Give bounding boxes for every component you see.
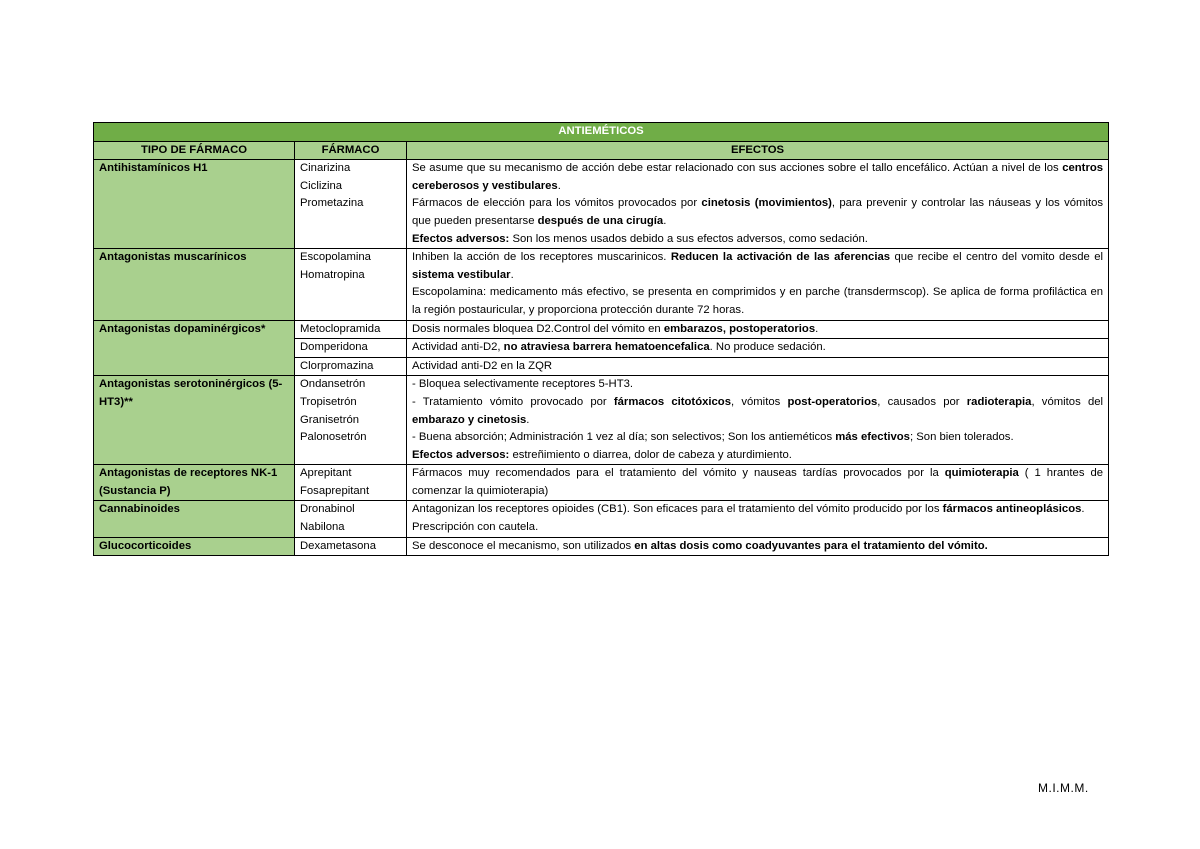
effect-text: - Bloquea selectivamente receptores 5-HT3. (412, 378, 634, 391)
footer-initials: M.I.M.M. (1038, 781, 1089, 795)
header-efectos: EFECTOS (407, 141, 1109, 160)
effects-cell (407, 249, 1109, 320)
drug-cell (295, 537, 407, 556)
table-body (94, 160, 1109, 556)
effect-highlight: fármacos antineoplásicos (942, 503, 1082, 516)
effect-line (412, 160, 1103, 195)
effect-line (412, 447, 1103, 465)
effects-cell (407, 465, 1109, 501)
drug-name: Ciclizina (300, 179, 343, 192)
effect-text: - Tratamiento vómito provocado por (412, 395, 614, 408)
effect-text: . No produce sedación. (709, 341, 826, 354)
drug-name: Homatropina (300, 268, 365, 281)
table-row (94, 320, 1109, 339)
effect-highlight: en altas dosis como coadyuvantes para el tratamiento del vómito. (634, 539, 988, 552)
effect-highlight: post-operatorios (787, 395, 878, 408)
effect-highlight: quimioterapia (944, 467, 1019, 480)
effect-text: Se asume que su mecanismo de acción debe estar relacionado con sus acciones sobre el tallo encefálico. Actúan a nivel de los (412, 162, 1063, 175)
effect-line (412, 429, 1103, 447)
drug-name: Metoclopramida (300, 322, 381, 335)
effect-text: estreñimiento o diarrea, dolor de cabeza y aturdimiento. (509, 448, 792, 461)
effect-highlight: Reducen la activación de las aferencias (670, 251, 891, 264)
effects-cell (407, 501, 1109, 537)
effect-line (412, 231, 1103, 249)
effect-line (412, 394, 1103, 429)
effect-highlight: centros cereberosos y vestibulares (412, 162, 1104, 192)
effect-highlight: embarazos, postoperatorios (663, 322, 816, 335)
effect-text: Fármacos muy recomendados para el tratamiento del vómito y nauseas tardías provocados por la (412, 467, 945, 480)
drug-name: Fosaprepitant (300, 484, 370, 497)
drug-name: Dronabinol (300, 503, 355, 516)
effect-line (412, 501, 1103, 519)
table-row (94, 376, 1109, 465)
effects-cell (407, 320, 1109, 339)
table-row (94, 501, 1109, 537)
effect-highlight: más efectivos (835, 431, 910, 444)
header-tipo: TIPO DE FÁRMACO (94, 141, 295, 160)
drug-name: Granisetrón (300, 413, 360, 426)
effect-text: que recibe el centro del vomito desde el (890, 251, 1104, 264)
effect-line (412, 321, 1103, 339)
effect-text: , vómitos (730, 395, 788, 408)
effect-text: Inhiben la acción de los receptores muscarinicos. (412, 251, 671, 264)
effects-cell (407, 376, 1109, 465)
drug-name: Cinarizina (300, 162, 351, 175)
drug-type-cell: Antagonistas de receptores NK-1 (Sustancia P) (94, 465, 295, 501)
effect-line (412, 358, 1103, 376)
drug-cell (295, 339, 407, 358)
table-title: ANTIEMÉTICOS (94, 123, 1109, 142)
effect-line (412, 284, 1103, 319)
table-row (94, 160, 1109, 249)
effect-text: Actividad anti-D2 en la ZQR (412, 359, 553, 372)
drug-type-cell: Antihistamínicos H1 (94, 160, 295, 249)
effect-highlight: Efectos adversos: (412, 448, 510, 461)
header-farmaco: FÁRMACO (295, 141, 407, 160)
effect-text: Fármacos de elección para los vómitos provocados por (412, 197, 702, 210)
effects-cell (407, 357, 1109, 376)
drug-type-cell: Cannabinoides (94, 501, 295, 537)
effect-line (412, 249, 1103, 284)
drug-cell (295, 249, 407, 320)
effect-line (412, 339, 1103, 357)
effect-text: Prescripción con cautela. (412, 521, 539, 534)
effect-text: , vómitos del (1031, 395, 1104, 408)
drug-cell (295, 501, 407, 537)
effect-highlight: fármacos citotóxicos (613, 395, 731, 408)
drug-name: Dexametasona (300, 539, 376, 552)
effect-highlight: no atraviesa barrera hematoencefalica (503, 341, 710, 354)
drug-name: Domperidona (300, 341, 368, 354)
effects-cell (407, 339, 1109, 358)
effect-highlight: cinetosis (movimientos) (701, 197, 832, 210)
effect-text: ; Son bien tolerados. (909, 431, 1014, 444)
drug-cell (295, 465, 407, 501)
effect-line (412, 376, 1103, 394)
effect-text: Escopolamina: medicamento más efectivo, se presenta en comprimidos y en parche (transdermscop). Se aplica de forma profiláctica en la región postauricular, y proporciona protección durante 72 horas. (412, 286, 1104, 316)
drug-cell (295, 160, 407, 249)
effect-text: - Buena absorción; Administración 1 vez al día; son selectivos; Son los antieméticos (412, 431, 836, 444)
table-header-row (94, 141, 1109, 160)
effect-text: Antagonizan los receptores opioides (CB1). Son eficaces para el tratamiento del vómito producido por los (412, 503, 943, 516)
effect-text: . (1081, 503, 1085, 516)
effect-line (412, 519, 1103, 537)
effect-text: . (510, 268, 514, 281)
effect-line (412, 538, 1103, 556)
effect-text: . (557, 179, 561, 192)
drug-cell (295, 320, 407, 339)
effects-cell (407, 537, 1109, 556)
drug-name: Tropisetrón (300, 395, 357, 408)
table-row (94, 537, 1109, 556)
effect-text: . (526, 413, 530, 426)
effect-text: Dosis normales bloquea D2.Control del vómito en (412, 322, 664, 335)
table-title-row (94, 123, 1109, 142)
effect-text: , causados por (877, 395, 967, 408)
effect-highlight: Efectos adversos: (412, 232, 510, 245)
drug-type-cell: Antagonistas dopaminérgicos* (94, 320, 295, 376)
drug-name: Ondansetrón (300, 378, 366, 391)
effect-text: Actividad anti-D2, (412, 341, 504, 354)
table-row (94, 465, 1109, 501)
effect-text: Se desconoce el mecanismo, son utilizados (412, 539, 635, 552)
table-row (94, 249, 1109, 320)
effect-line (412, 195, 1103, 230)
effect-highlight: sistema vestibular (412, 268, 511, 281)
drug-name: Escopolamina (300, 251, 371, 264)
drug-type-cell: Antagonistas muscarínicos (94, 249, 295, 320)
effect-text: Son los menos usados debido a sus efectos adversos, como sedación. (509, 232, 868, 245)
drug-name: Palonosetrón (300, 431, 367, 444)
effect-text: . (663, 214, 667, 227)
antiemeticos-table (93, 122, 1109, 556)
effect-line (412, 465, 1103, 500)
drug-cell (295, 376, 407, 465)
effect-highlight: después de una cirugía (537, 214, 664, 227)
drug-name: Clorpromazina (300, 359, 374, 372)
drug-name: Prometazina (300, 197, 364, 210)
effect-highlight: embarazo y cinetosis (412, 413, 527, 426)
effect-text: ( 1 hrantes de comenzar la quimioterapia) (412, 467, 1104, 497)
effect-text: , para prevenir y controlar las náuseas y los vómitos que pueden presentarse (412, 197, 1104, 227)
effects-cell (407, 160, 1109, 249)
drug-name: Aprepitant (300, 467, 352, 480)
drug-type-cell: Antagonistas serotoninérgicos (5-HT3)** (94, 376, 295, 465)
effect-highlight: radioterapia (966, 395, 1032, 408)
drug-name: Nabilona (300, 521, 345, 534)
drug-type-cell: Glucocorticoides (94, 537, 295, 556)
effect-text: . (815, 322, 819, 335)
drug-cell (295, 357, 407, 376)
